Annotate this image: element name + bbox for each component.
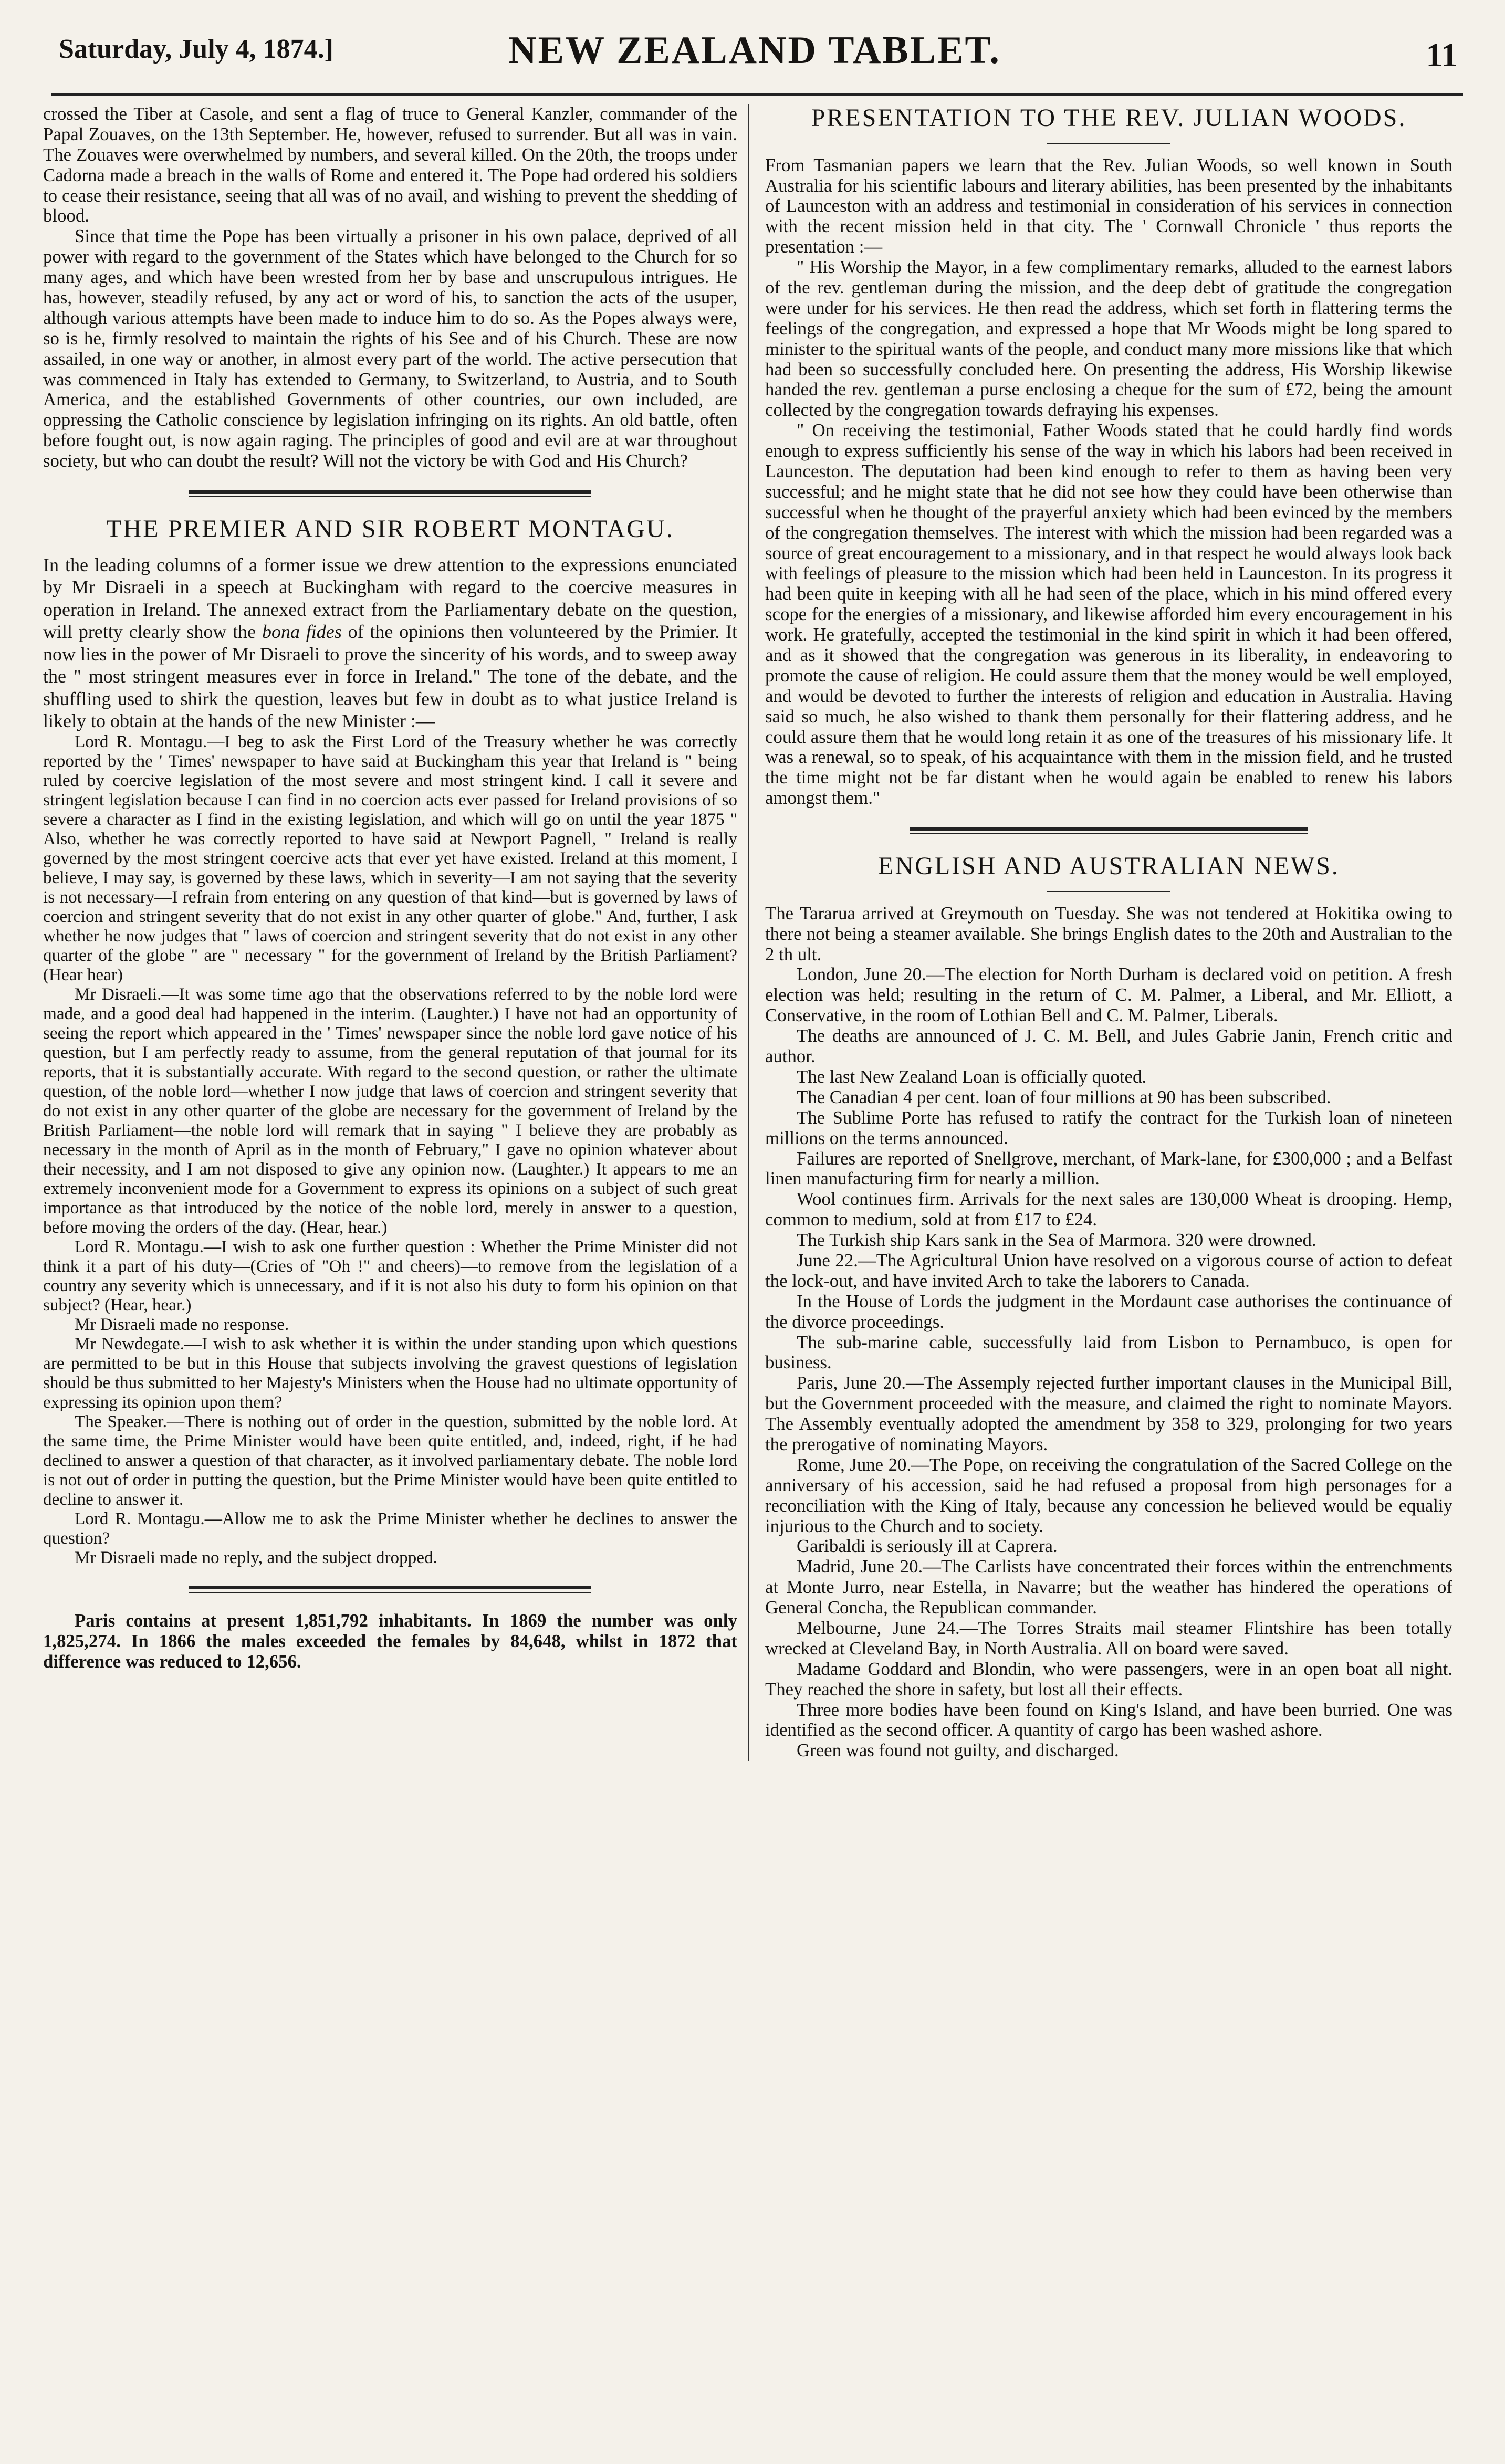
issue-date: Saturday, July 4, 1874.] <box>59 34 333 64</box>
presentation-paragraph: From Tasmanian papers we learn that the Rev. Julian Woods, so well known in South Australia for his scientific labours and literary abilities, has been presented by the inhabitants of Launceston with an address and testimonial in consideration of his services in connection with the recent mission held in that city. The ' Cornwall Chronicle ' thus reports the presentation :— <box>765 154 1452 257</box>
debate-extract <box>43 732 737 1567</box>
news-item: Failures are reported of Snellgrove, merchant, of Mark-lane, for £300,000 ; and a Belfast linen manufacturing firm for nearly a million. <box>765 1148 1452 1189</box>
article-heading-news: ENGLISH AND AUSTRALIAN NEWS. <box>878 852 1340 880</box>
presentation-paragraph: " On receiving the testimonial, Father Woods stated that he could hardly find words enough to express sufficiently his sense of the way in which his labors had been received in Launceston. The deputation had been kind enough to refer to them as having been very successful; and he might state that he did not see how they could have been otherwise than successful when he thought of the prayerful anxiety which had been evinced by the members of the congregation themselves. The interest with which the mission had been regarded was a source of great encouragement to a missionary, and in that respect he would always look back with feelings of pleasure to the mission which had been held in Launceston. In its progress it had been quite in keeping with all he had seen of the place, which in his mind offered every scope for the energies of a missionary, and likewise afforded him every encouragement in his work. He gratefully, accepted the testimonial in the kind spirit in which it had been offered, and as it showed that the congregation was generous in its liberality, in endeavoring to promote the cause of religion. He could assure them that the money would be well employed, and would be devoted to further the interests of religion and education in Australia. Having said so much, he also wished to thank them personally for their flattering address, and he could assure them that he would long retain it as one of the treasures of his missionary life. It was a renewal, so to speak, of his acquaintance with them in the mission field, and he trusted the time might not be far distant when he would again be enabled to renew his labors amongst them." <box>765 420 1452 809</box>
heading-rule <box>1047 891 1171 892</box>
news-item: The sub-marine cable, successfully laid from Lisbon to Pernambuco, is open for business. <box>765 1331 1452 1373</box>
news-item: Garibaldi is seriously ill at Caprera. <box>797 1536 1058 1557</box>
news-item: The deaths are announced of J. C. M. Bell, and Jules Gabrie Janin, French critic and author. <box>765 1025 1452 1067</box>
section-separator <box>910 827 1308 834</box>
presentation-paragraph: " His Worship the Mayor, in a few complimentary remarks, alluded to the earnest labors of the rev. gentleman during the mission, and the deep debt of gratitude the congregation were under for his services. He then read the address, which set forth in flattering terms the feelings of the congregation, and expressed a hope that Mr Woods might be long spared to minister to the spiritual wants of the people, and conduct many more missions like that which had been so successfully concluded here. On presenting the address, His Worship likewise handed the rev. gentleman a purse enclosing a cheque for the sum of £72, being the amount collected by the congregation towards defraying his expenses. <box>765 257 1452 421</box>
right-column <box>748 104 1460 1761</box>
news-item: Melbourne, June 24.—The Torres Straits mail steamer Flintshire has been totally wrecked at Cleveland Bay, in North Australia. All on board were saved. <box>765 1617 1452 1659</box>
page-number: 11 <box>1426 36 1458 74</box>
news-item: Three more bodies have been found on King's Island, and have been burried. One was identified as the second officer. A quantity of cargo has been washed ashore. <box>765 1699 1452 1740</box>
news-item: Madame Goddard and Blondin, who were passengers, were in an open boat all night. They reached the shore in safety, but lost all their effects. <box>765 1658 1452 1700</box>
debate-paragraph: Mr Newdegate.—I wish to ask whether it is within the under standing upon which questions are permitted to be but in this House that subjects involving the gravest questions of legislation should be thus submitted to her Majesty's Ministers when the House had no ultimate opportunity of expressing its opinion upon them? <box>43 1334 737 1412</box>
debate-paragraph: Lord R. Montagu.—I beg to ask the First Lord of the Treasury whether he was correctly reported by the ' Times' newspaper to have said at Buckingham this year that Ireland is " being ruled by coercive legislation of the most severe and most stringent kind. I call it severe and stringent legislation because I can find in no coercion acts ever passed for Ireland provisions of so severe a character as I find in the existing legislation, and which will go on until the year 1875 " Also, whether he was correctly reported to have said at Newport Pagnell, " Ireland is really governed by the most stringent coercive acts that ever yet have existed. Ireland at this moment, I believe, I may say, is governed by these laws, which in severity—I am not saying that the severity is not necessary—I refrain from entering on any question of that kind—but is governed by laws of coercion and stringent severity that do not exist in any other quarter of globe." And, further, I ask whether he now judges that " laws of coercion and stringent severity that do not exist in any other quarter of the globe " are " necessary " for the government of Ireland by the British Parliament? (Hear hear) <box>43 732 737 985</box>
news-item: Rome, June 20.—The Pope, on receiving the congratulation of the Sacred College on the anniversary of his accession, said he had refused a proposal from high personages for a reconciliation with the King of Italy, because any concession he believed would be equaliy injurious to the Church and to society. <box>765 1454 1452 1536</box>
news-item: In the House of Lords the judgment in the Mordaunt case authorises the continuance of the divorce proceedings. <box>765 1291 1452 1332</box>
masthead-rule <box>51 93 1463 96</box>
left-column <box>36 104 748 1761</box>
debate-paragraph: Lord R. Montagu.—Allow me to ask the Prime Minister whether he declines to answer the question? <box>43 1508 737 1548</box>
news-item: Madrid, June 20.—The Carlists have concentrated their forces within the entrenchments at Monte Jurro, near Estella, in Navarre; but the weather has hindered the operations of General Concha, the Republican commander. <box>765 1556 1452 1618</box>
news-item: London, June 20.—The election for North Durham is declared void on petition. A fresh election was held; resulting in the return of C. M. Palmer, a Liberal, and Mr. Elliott, a Conservative, in the room of Lothian Bell and C. M. Palmer, Liberals. <box>765 964 1452 1026</box>
debate-paragraph: Mr Disraeli made no response. <box>75 1314 289 1334</box>
article-premier-intro: In the leading columns of a former issue we drew attention to the expressions enunciated by Mr Disraeli in a speech at Buckingham with regard to the coercive measures in operation in Ireland. The annexed extract from the Parliamentary debate on the question, will pretty clearly show the bona fides of the opinions then volunteered by the Primier. It now lies in the power of Mr Disraeli to prove the sincerity of his words, and to sweep away the " most stringent measures ever in force in Ireland." The tone of the debate, and the shuffling used to shirk the question, leaves but few in doubt as to what justice Ireland is likely to obtain at the hands of the new Minister :— <box>43 554 738 731</box>
article-rome-paragraph: Since that time the Pope has been virtually a prisoner in his own palace, deprived of all power with regard to the government of the States which have belonged to the Church for so many ages, and which have been wrested from her by base and unscrupulous intrigues. He has, however, steadily refused, by any act or word of his, to sanction the acts of the usuper, although various attempts have been made to induce him to do so. As the Popes always were, so is he, firmly resolved to maintain the rights of his See and of his Church. These are now assailed, in one way or another, in almost every part of the world. The active persecution that was commenced in Italy has extended to Germany, to Switzerland, to Austria, and to South America, and the established Governments of other countries, our own included, are oppressing the Catholic conscience by legislation infringing on its rights. An old battle, often before fought out, is now again raging. The principles of good and evil are at war throughout society, but who can doubt the result? Will not the victory be with God and His Church? <box>43 226 737 471</box>
news-item: The Tararua arrived at Greymouth on Tuesday. She was not tendered at Hokitika owing to there not being a steamer available. She brings English dates to the 20th and Australian to the 2 th ult. <box>765 903 1452 964</box>
article-heading-premier: THE PREMIER AND SIR ROBERT MONTAGU. <box>106 515 674 543</box>
heading-rule <box>1047 143 1171 144</box>
article-rome-paragraph: crossed the Tiber at Casole, and sent a flag of truce to General Kanzler, commander of the Papal Zouaves, on the 13th September. He, however, refused to surrender. But all was in vain. The Zouaves were overwhelmed by numbers, and several killed. On the 20th, the troops under Cadorna made a breach in the walls of Rome and entered it. The Pope had ordered his soldiers to cease their resistance, seeing that all was of no avail, and wishing to prevent the shedding of blood. <box>43 103 737 226</box>
debate-paragraph: Mr Disraeli made no reply, and the subject dropped. <box>75 1547 437 1567</box>
news-item: June 22.—The Agricultural Union have resolved on a vigorous course of action to defeat the lock-out, and have invited Arch to take the laborers to Canada. <box>765 1250 1452 1291</box>
newspaper-title: NEW ZEALAND TABLET. <box>508 29 1001 72</box>
news-item: The Sublime Porte has refused to ratify the contract for the Turkish loan of nineteen millions on the terms announced. <box>765 1107 1452 1148</box>
article-heading-presentation: PRESENTATION TO THE REV. JULIAN WOODS. <box>811 104 1407 132</box>
columns <box>36 104 1473 1761</box>
debate-paragraph: The Speaker.—There is nothing out of order in the question, submitted by the noble lord. At the same time, the Prime Minister would have been quite entitled, and, indeed, right, if he had declined to answer a question of that character, as it involved parliamentary debate. The noble lord is not out of order in putting the question, but the Prime Minister would have been quite entitled to decline to answer it. <box>43 1411 737 1509</box>
news-item: The Canadian 4 per cent. loan of four millions at 90 has been subscribed. <box>797 1086 1331 1107</box>
news-item: The Turkish ship Kars sank in the Sea of Marmora. 320 were drowned. <box>797 1230 1316 1251</box>
debate-paragraph: Lord R. Montagu.—I wish to ask one further question : Whether the Prime Minister did not think it a part of his duty—(Cries of "Oh !" and cheers)—to remove from the legislation of a country any severity which is unnecessary, and if it is not also his duty to form his opinion on that subject? (Hear, hear.) <box>43 1237 737 1315</box>
news-item: The last New Zealand Loan is officially quoted. <box>797 1066 1147 1087</box>
news-item: Green was found not guilty, and discharged. <box>797 1740 1119 1761</box>
news-item: Wool continues firm. Arrivals for the next sales are 130,000 Wheat is drooping. Hemp, common to medium, sold at from £17 to £24. <box>765 1189 1452 1230</box>
section-separator <box>189 1586 592 1593</box>
masthead <box>36 24 1473 87</box>
paris-population-note: Paris contains at present 1,851,792 inhabitants. In 1869 the number was only 1,825,274. In 1866 the males exceeded the females by 84,648, whilst in 1872 that difference was reduced to 12,656. <box>43 1610 737 1672</box>
debate-paragraph: Mr Disraeli.—It was some time ago that the observations referred to by the noble lord were made, and a good deal had happened in the interim. (Laughter.) I have not had an opportunity of seeing the report which appeared in the ' Times' newspaper since the noble lord gave notice of his question, but I am perfectly ready to assume, from the general reputation of that journal for its reports, that it is substantially accurate. With regard to the second question, or rather the ultimate question, of the noble lord—whether I now judge that laws of coercion and stringent severity that do not exist in any other quarter of the globe are necessary for the government of Ireland by the British Parliament—the noble lord will remark that in saying " I believe they are probably as necessary in the month of April as in the month of February," I gave no opinion whatever about their necessity, and I am not disposed to give any opinion now. (Laughter.) It appears to me an extremely inconvenient mode for a Government to express its opinions on a subject of such great importance as that introduced by the notice of the noble lord, merely in answer to a question, before moving the orders of the day. (Hear, hear.) <box>43 984 737 1238</box>
news-item: Paris, June 20.—The Assemply rejected further important clauses in the Municipal Bill, but the Government proceeded with the measure, and claimed the right to nominate Mayors. The Assembly eventually adopted the amendment by 358 to 329, prolonging for two years the prerogative of nominating Mayors. <box>765 1372 1452 1454</box>
section-separator <box>189 490 592 497</box>
